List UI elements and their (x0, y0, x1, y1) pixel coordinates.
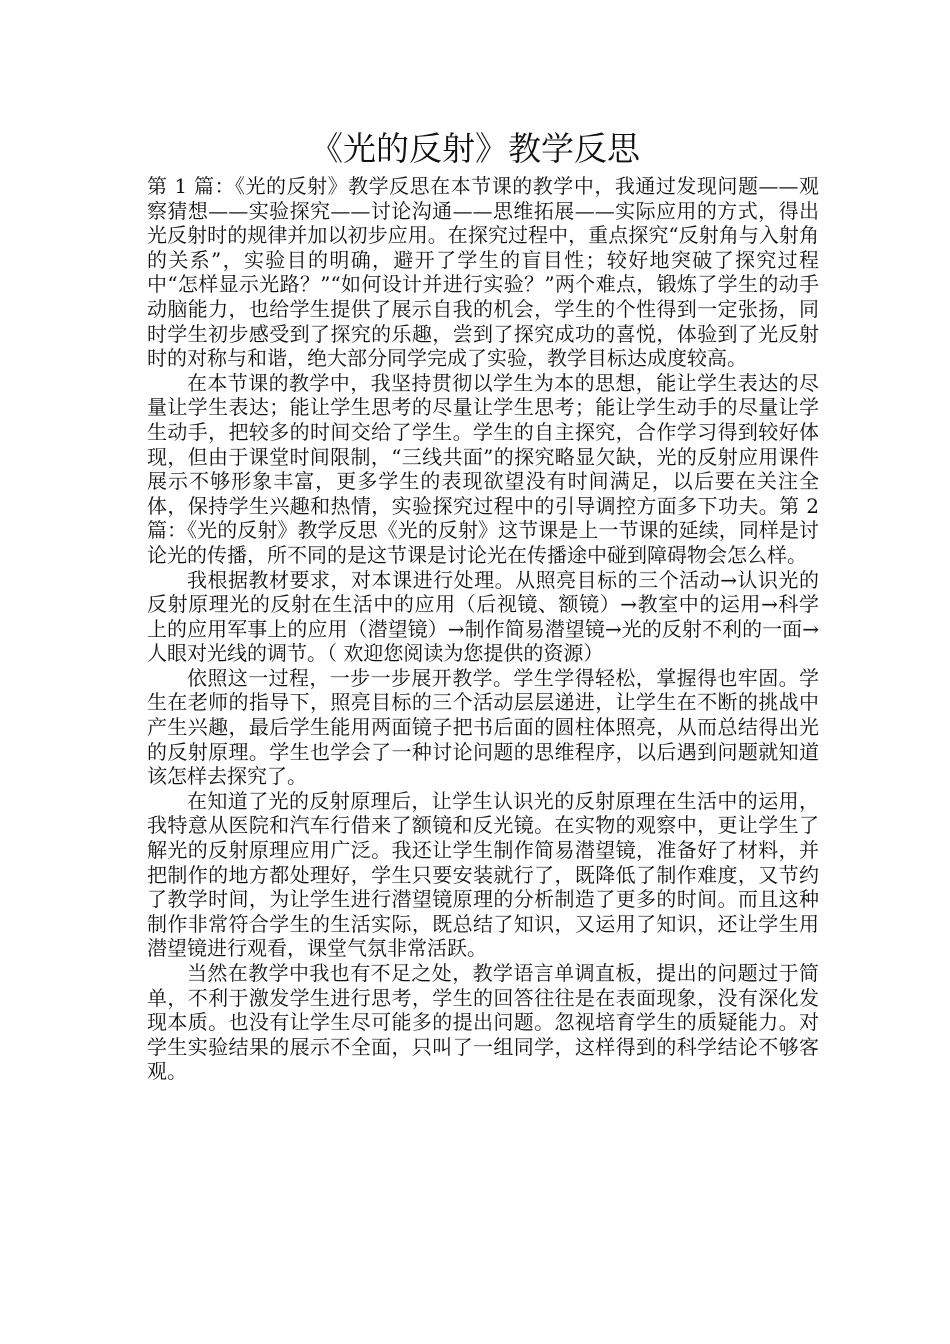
paragraph-1: 第 1 篇：《光的反射》教学反思在本节课的教学中，我通过发现问题——观察猜想——实验探究——讨论沟通——思维拓展——实际应用的方式，得出光反射时的规律并加以初步应用。在探究过程中，重点探究“反射角与入射角的关系”，实验目的明确，避开了学生的盲目性；较好地突破了探究过程中“怎样显示光路？”“如何设计并进行实验？”两个难点，锻炼了学生的动手动脑能力，也给学生提供了展示自我的机会，学生的个性得到一定张扬，同时学生初步感受到了探究的乐趣，尝到了探究成功的喜悦，体验到了光反射时的对称与和谐，绝大部分同学完成了实验，教学目标达成度较高。 (147, 174, 819, 371)
paragraph-5: 在知道了光的反射原理后，让学生认识光的反射原理在生活中的运用，我特意从医院和汽车行借来了额镜和反光镜。在实物的观察中，更让学生了解光的反射原理应用广泛。我还让学生制作简易潜望镜，准备好了材料，并把制作的地方都处理好，学生只要安装就行了，既降低了制作难度，又节约了教学时间，为让学生进行潜望镜原理的分析制造了更多的时间。而且这种制作非常符合学生的生活实际，既总结了知识，又运用了知识，还让学生用潜望镜进行观看，课堂气氛非常活跃。 (147, 788, 819, 961)
document-body (147, 174, 819, 1084)
paragraph-6: 当然在教学中我也有不足之处，教学语言单调直板，提出的问题过于简单，不利于激发学生进行思考，学生的回答往往是在表面现象，没有深化发现本质。也没有让学生尽可能多的提出问题。忽视培育学生的质疑能力。对学生实验结果的展示不全面，只叫了一组同学，这样得到的科学结论不够客观。 (147, 961, 819, 1084)
document-title: 《光的反射》教学反思 (310, 129, 640, 168)
paragraph-2: 在本节课的教学中，我坚持贯彻以学生为本的思想，能让学生表达的尽量让学生表达；能让学生思考的尽量让学生思考；能让学生动手的尽量让学生动手，把较多的时间交给了学生。学生的自主探究，合作学习得到较好体现，但由于课堂时间限制，“三线共面”的探究略显欠缺，光的反射应用课件展示不够形象丰富，更多学生的表现欲望没有时间满足，以后要在关注全体，保持学生兴趣和热情，实验探究过程中的引导调控方面多下功夫。第 2 篇：《光的反射》教学反思《光的反射》这节课是上一节课的延续，同样是讨论光的传播，所不同的是这节课是讨论光在传播途中碰到障碍物会怎么样。 (147, 370, 819, 567)
paragraph-3: 我根据教材要求，对本课进行处理。从照亮目标的三个活动→认识光的反射原理光的反射在生活中的应用（后视镜、额镜）→教室中的运用→科学上的应用军事上的应用（潜望镜）→制作简易潜望镜→光的反射不利的一面→人眼对光线的调节。（ 欢迎您阅读为您提供的资源） (147, 567, 819, 666)
paragraph-4: 依照这一过程，一步一步展开教学。学生学得轻松，掌握得也牢固。学生在老师的指导下，照亮目标的三个活动层层递进，让学生在不断的挑战中产生兴趣，最后学生能用两面镜子把书后面的圆柱体照亮，从而总结得出光的反射原理。学生也学会了一种讨论问题的思维程序，以后遇到问题就知道该怎样去探究了。 (147, 665, 819, 789)
